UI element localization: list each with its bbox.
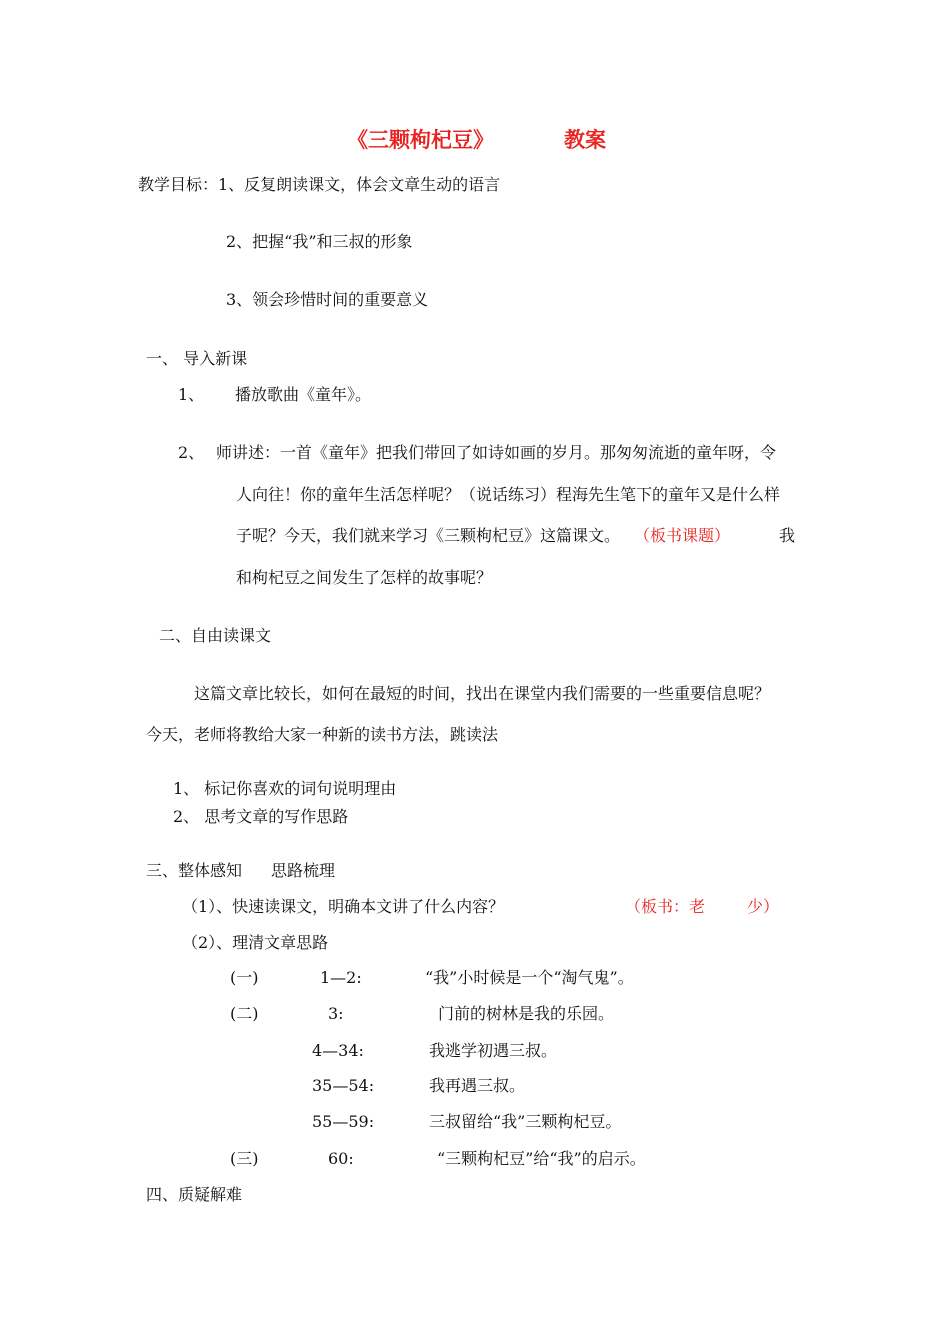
board-note: （板书课题） <box>634 526 731 545</box>
section1-item2-line1: 师讲述：一首《童年》把我们带回了如诗如画的岁月。那匆匆流逝的童年呀，令 <box>216 443 777 462</box>
section1-item2-line3: 子呢？今天，我们就来学习《三颗枸杞豆》这篇课文。 <box>236 526 621 545</box>
outline-part-1: (一) <box>230 968 259 987</box>
section1-item2-line2: 人向往！你的童年生活怎样呢？（说话练习）程海先生笔下的童年又是什么样 <box>236 485 781 504</box>
outline-range-4: 35—54: <box>312 1076 375 1095</box>
objectives-label: 教学目标： <box>138 175 219 194</box>
section2-item-2: 2、 思考文章的写作思路 <box>173 807 349 826</box>
outline-desc-5: 三叔留给“我”三颗枸杞豆。 <box>429 1112 622 1131</box>
outline-range-5: 55—59: <box>312 1112 375 1131</box>
outline-desc-2: 门前的树林是我的乐园。 <box>438 1004 615 1023</box>
outline-desc-1: “我”小时候是一个“淘气鬼”。 <box>425 968 634 987</box>
objective-1: 1、反复朗读课文，体会文章生动的语言 <box>218 175 501 194</box>
outline-part-6: (三) <box>230 1149 259 1168</box>
section3-heading: 三、整体感知 <box>146 861 243 880</box>
section2-para-line2: 今天，老师将教给大家一种新的读书方法，跳读法 <box>146 725 499 744</box>
outline-desc-6: “三颗枸杞豆”给“我”的启示。 <box>437 1149 646 1168</box>
section1-item2-line4: 和枸杞豆之间发生了怎样的故事呢？ <box>236 568 493 587</box>
section3-q2: （2）、理清文章思路 <box>182 933 329 952</box>
outline-range-1: 1—2: <box>320 968 362 987</box>
section2-para-line1: 这篇文章比较长，如何在最短的时间，找出在课堂内我们需要的一些重要信息呢？ <box>194 684 771 703</box>
objective-2: 2、把握“我”和三叔的形象 <box>226 232 413 251</box>
section1-line3-end: 我 <box>779 526 796 545</box>
objective-3: 3、领会珍惜时间的重要意义 <box>226 290 429 309</box>
section1-item2-num: 2、 <box>178 443 205 462</box>
section2-item-1: 1、 标记你喜欢的词句说明理由 <box>173 779 397 798</box>
section3-q1: （1）、快速读课文，明确本文讲了什么内容？ <box>182 897 505 916</box>
section2-heading: 二、自由读课文 <box>159 626 272 645</box>
outline-desc-4: 我再遇三叔。 <box>429 1076 526 1095</box>
section4-heading: 四、质疑解难 <box>146 1185 243 1204</box>
section3-heading2: 思路梳理 <box>271 861 336 880</box>
title-main: 《三颗枸杞豆》 <box>347 128 494 152</box>
section1-heading: 一、 导入新课 <box>146 349 248 368</box>
outline-desc-3: 我逃学初遇三叔。 <box>429 1041 558 1060</box>
outline-part-2: (二) <box>230 1004 259 1023</box>
board-note-2: 少） <box>747 897 780 916</box>
outline-range-6: 60: <box>328 1149 354 1168</box>
title-suffix: 教案 <box>564 128 606 152</box>
outline-range-2: 3: <box>328 1004 344 1023</box>
section1-item1-text: 播放歌曲《童年》。 <box>235 385 372 404</box>
section1-item1-num: 1、 <box>178 385 205 404</box>
outline-range-3: 4—34: <box>312 1041 364 1060</box>
board-note-1: （板书：老 <box>625 897 706 916</box>
